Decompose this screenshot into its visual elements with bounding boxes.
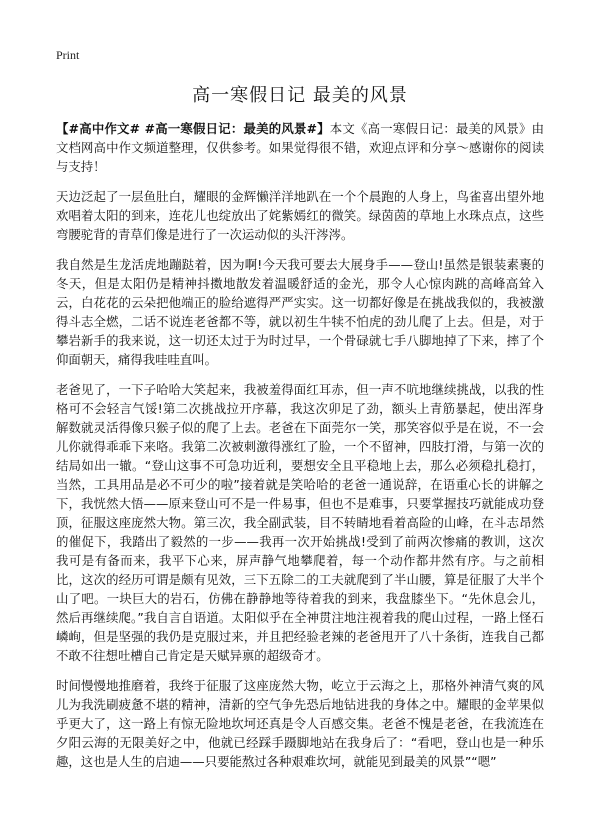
paragraph-4: 时间慢慢地推磨着，我终于征服了这座庞然大物，屹立于云海之上，那格外神清气爽的风儿为我洗刷疲惫不堪的精神，清新的空气争先恐后地钻进我的身体之中。耀眼的金苹果似乎更大了，这一路上有惊无险地坎坷还真是令人百感交集。老爸不愧是老爸，在我流连在夕阳云海的无限美好之中，他就已经踩手蹑脚地站在我身后了：“看吧，登山也是一种乐趣，这也是人生的启迪——只要能熬过各种艰难坎坷，就能见到最美的风景”“嗯” — [56, 678, 544, 769]
intro-text: 本文《高一寒假日记：最美的风景》由文档网高中作文频道整理，仅供参考。如果觉得很不错，欢迎点评和分享～感谢你的阅读与支持！ — [56, 121, 545, 174]
article-title: 高一寒假日记 最美的风景 — [192, 85, 408, 106]
article-body — [56, 119, 544, 782]
print-link[interactable]: Print — [56, 48, 80, 62]
paragraph-2: 我自然是生龙活虎地蹦跶着，因为啊!今天我可要去大展身手——登山!虽然是银装素裹的冬天，但是太阳仍是精神抖擞地散发着温暖舒适的金光，那令人心惊肉跳的高峰高耸入云，白花花的云朵把他端正的脸给遮得严严实实。这一切都好像是在挑战我似的，我被激得斗志全燃，二话不说连老爸都不等，就以初生牛犊不怕虎的劲儿爬了上去。但是，对于攀岩新手的我来说，这一切还太过于为时过早，一个骨碌就七手八脚地掉了下来，摔了个仰面朝天，痛得我哇哇直叫。 — [56, 257, 544, 367]
intro-paragraph — [56, 119, 544, 176]
paragraph-3: 老爸见了，一下子哈哈大笑起来，我被羞得面红耳赤，但一声不吭地继续挑战，以我的性格可不会轻言气馁!第二次挑战拉开序幕，我这次卯足了劲，额头上青筋暴起，使出浑身解数就灵活得像只猴子似的爬了上去。老爸在下面莞尔一笑，那笑容似乎是在说，不一会儿你就得乖乖下来咯。我第二次被刺激得涨红了脸，一个不留神，四肢打滑，与第一次的结局如出一辙。“登山这事不可急功近利，要想安全且平稳地上去，那么必须稳扎稳打，当然，工具用品是必不可少的啦”接着就是笑哈哈的老爸一通说辞，在语重心长的讲解之下，我恍然大悟——原来登山可不是一件易事，但也不是难事，只要掌握技巧就能成功登顶，征服这座庞然大物。第三次，我全副武装，目不转睛地看着高险的山峰，在斗志昂然的催促下，我踏出了毅然的一步——我再一次开始挑战!受到了前两次惨痛的教训，这次我可是有备而来，我平下心来，屏声静气地攀爬着，每一个动作都井然有序。与之前相比，这次的经历可谓是颇有见效，三下五除二的工夫就爬到了半山腰，算是征服了大半个山了吧。一块巨大的岩石，仿佛在静静地等待着我的到来，我盘膝坐下。“先休息会儿，然后再继续爬。”我自言自语道。太阳似乎在全神贯注地注视着我的爬山过程，一路上怪石嶙峋，但是坚强的我仍是克服过来，并且把经验老辣的老爸甩开了八十条街，连我自己都不敢不往想吐槽自己肯定是天赋异禀的超级奇才。 — [56, 382, 544, 663]
intro-tag: 【#高中作文# #高一寒假日记：最美的风景#】 — [56, 121, 330, 136]
paragraph-1: 天边泛起了一层鱼肚白，耀眼的金辉懒洋洋地趴在一个个晨跑的人身上，鸟雀喜出望外地欢唱着太阳的到来，连花儿也绽放出了姹紫嫣红的微笑。绿茵茵的草地上水珠点点，这些弯腰驼背的青草们像是进行了一次运动似的头汗涔涔。 — [56, 189, 544, 242]
